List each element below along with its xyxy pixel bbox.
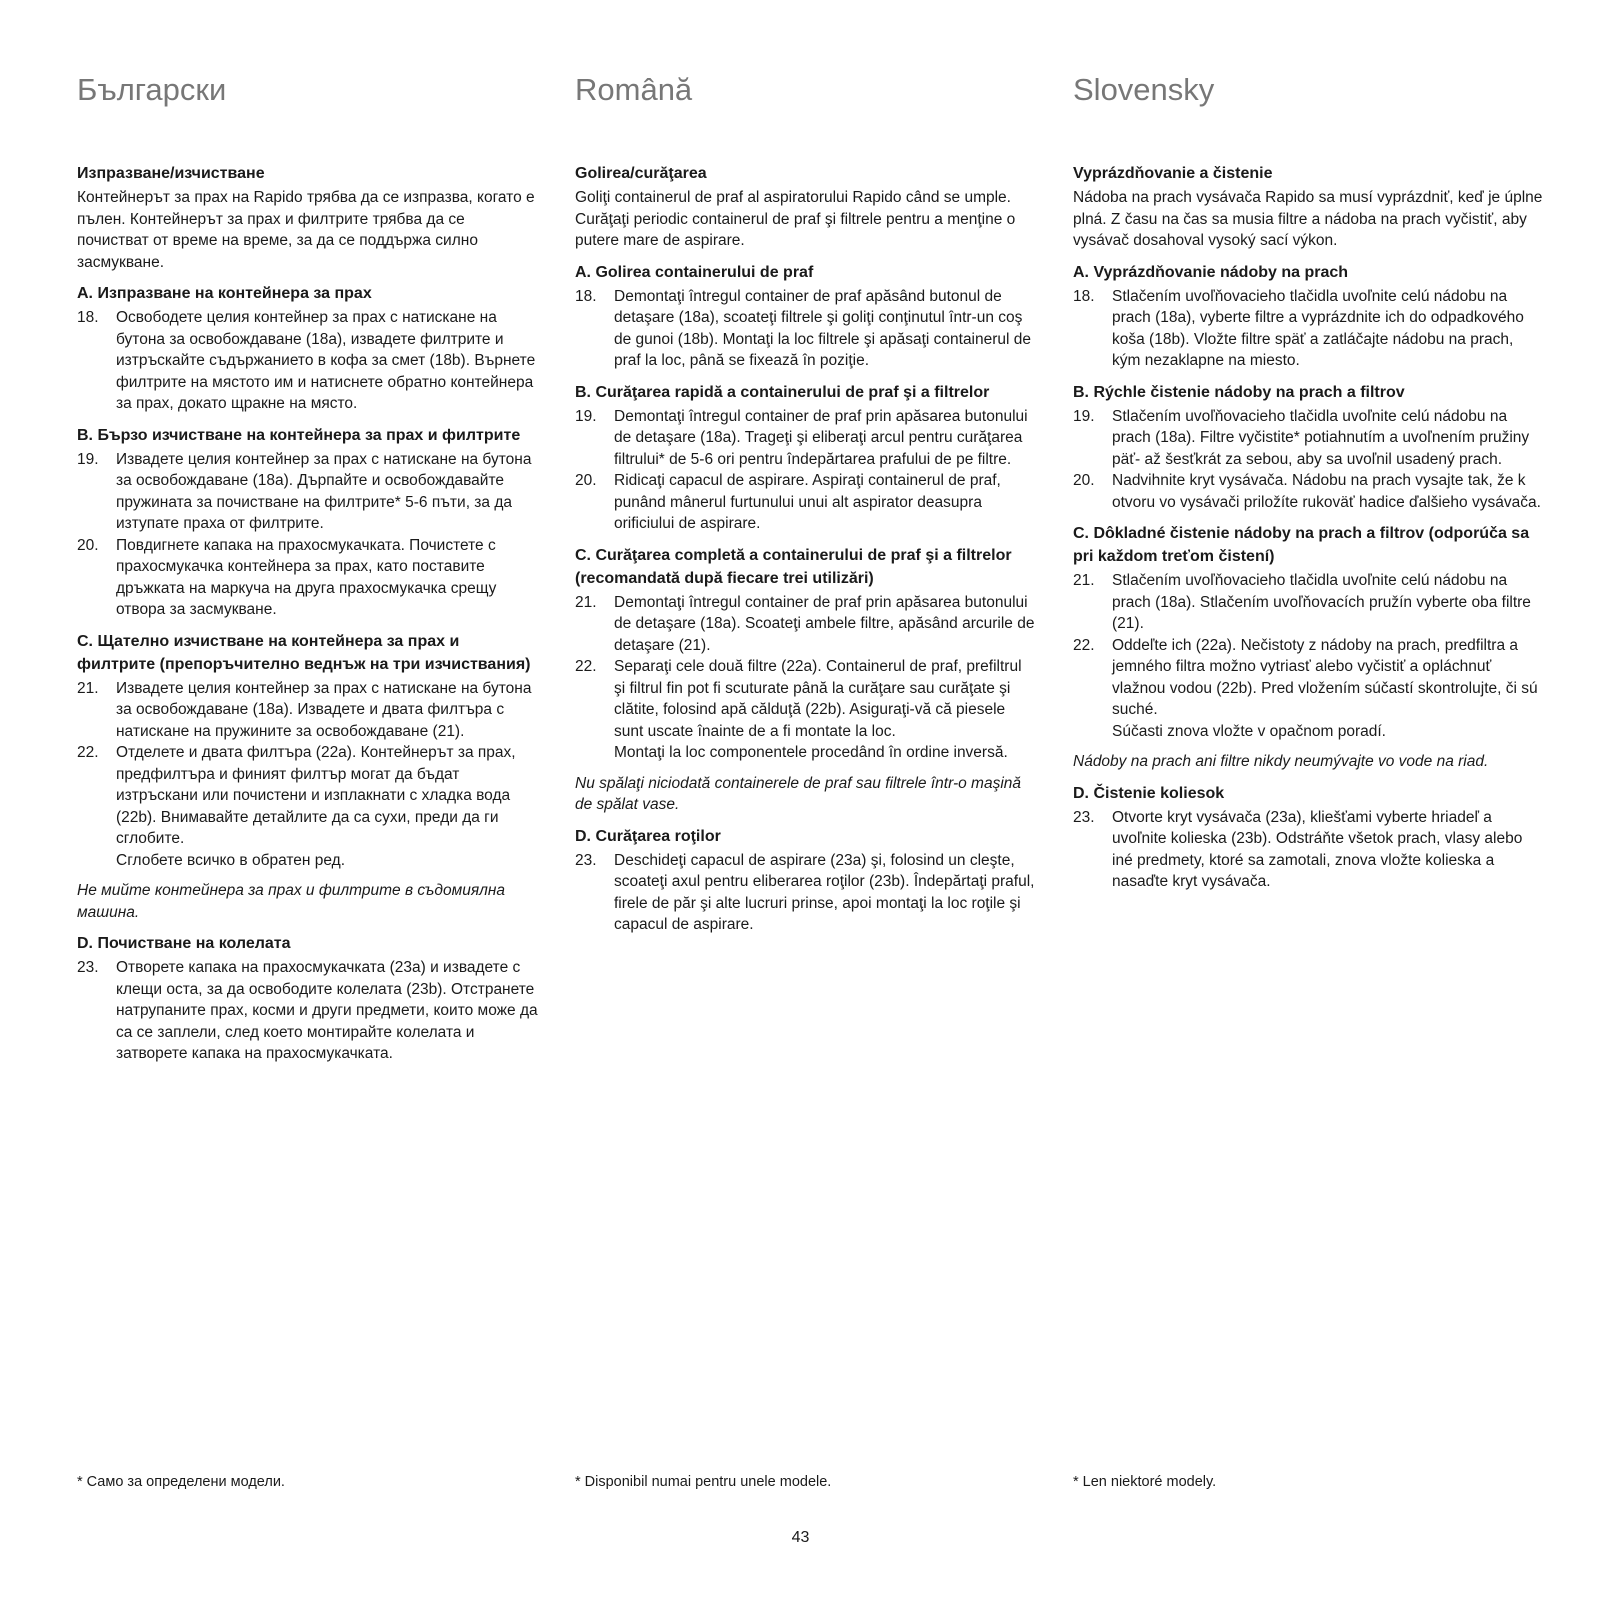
instruction-section (575, 544, 1037, 816)
warning-note: Nu spălaţi niciodată containerele de praf sau filtrele într-o maşină de spălat vase. (575, 774, 1022, 813)
section-heading: Vyprázdňovanie a čistenie (1073, 165, 1273, 182)
step-list (1073, 807, 1543, 893)
step-number: 19. (1073, 407, 1095, 425)
warning-note: Не мийте контейнера за прах и филтрите в съдомиялна машина. (77, 882, 506, 921)
step-number: 22. (77, 744, 99, 761)
step-item (1073, 570, 1543, 635)
step-number: 23. (1073, 808, 1095, 826)
footnote-slovak: * Len niektoré modely. (1073, 1474, 1217, 1490)
footnote-bulgarian: * Само за определени модели. (77, 1474, 285, 1490)
step-text: Извадете целия контейнер за прах с натискане на бутона за освобождаване (18a). Дърпайте и освобождавайте пружината за почистване на филтрите* 5-6 пъти, за да изтупате праха от филтрите. (116, 450, 532, 532)
step-number: 22. (1073, 636, 1095, 654)
step-number: 21. (1073, 572, 1095, 589)
step-number: 21. (77, 679, 99, 697)
step-number: 23. (575, 851, 597, 869)
step-item (575, 592, 1037, 657)
step-text: Deschideţi capacul de aspirare (23a) şi, folosind un cleşte, scoateţi axul pentru eliberarea roţilor (23b). Îndepărtaţi praful, firele de păr şi alte lucruri prinse, apoi montaţi la loc roţile şi capacul de aspirare. (614, 851, 1035, 933)
step-text: Demontaţi întregul container de praf apăsând butonul de detaşare (18a), scoateţi filtrele şi goliţi conţinutul într-un coş de gunoi (18b). Montaţi la loc filtrele şi apăsaţi containerul de praf la loc, până se fixează în poziţie. (614, 287, 1032, 369)
intro-paragraph: Контейнерът за прах на Rapido трябва да се изпразва, когато е пълен. Контейнерът за прах и филтрите трябва да се почистват от време на време, за да се поддържа силно засмукване. (77, 189, 535, 271)
step-number: 22. (575, 658, 597, 675)
step-text: Stlačením uvoľňovacieho tlačidla uvoľnite celú nádobu na prach (18a). Stlačením uvoľňovacích pružín vyberte oba filtre (21). (1112, 572, 1531, 632)
step-item (575, 470, 1037, 535)
step-item (575, 286, 1037, 372)
step-text: Separaţi cele două filtre (22a). Containerul de praf, prefiltrul şi filtrul fin pot fi scuturate până la curăţare sau curăţate şi clătite, folosind apă călduţă (22b). Asiguraţi-vă că piesele sunt uscate înainte de a fi montate la loc. Montaţi la loc componentele procedând în ordine inversă. (614, 658, 1022, 761)
subsection-heading: C. Curăţarea completă a containerului de praf şi a filtrelor (recomandată după fiecare trei utilizări) (575, 546, 1012, 587)
step-item (575, 656, 1037, 764)
step-text: Otvorte kryt vysávača (23a), kliešťami vyberte hriadeľ a uvoľnite kolieska (23b). Odstráňte všetok prach, vlasy alebo iné predmety, ktoré sa zamotali, znova vložte kolieska a nasaďte kryt vysávača. (1112, 808, 1523, 890)
step-text: Demontaţi întregul container de praf prin apăsarea butonului de detaşare (18a). Scoateţi ambele filtre, apăsând arcurile de detaşare (21). (614, 593, 1035, 654)
instruction-section (575, 825, 1037, 936)
instruction-section (1073, 381, 1543, 514)
instruction-section (77, 630, 539, 924)
language-title: Български (77, 72, 227, 107)
step-text: Отворете капака на прахосмукачката (23a) и извадете с клещи оста, за да освободите колелата (23b). Отстранете натрупаните прах, косми и други предмети, които може да са се заплели, след което монтирайте колелата и затворете капака на прахосмукачката. (116, 959, 538, 1062)
step-text: Nadvihnite kryt vysávača. Nádobu na prach vysajte tak, že k otvoru vo vysávači priložíte rukoväť hadice ďalšieho vysávača. (1112, 472, 1541, 511)
step-list (575, 850, 1037, 936)
subsection-heading: D. Čistenie koliesok (1073, 784, 1225, 802)
step-text: Извадете целия контейнер за прах с натискане на бутона за освобождаване (18a). Извадете и двата филтъра с натискане на пружините за освобождаване (21). (116, 679, 532, 740)
step-list (77, 449, 539, 621)
step-list (1073, 286, 1543, 372)
subsection-heading: B. Rýchle čistenie nádoby na prach a filtrov (1073, 383, 1405, 401)
step-list (77, 307, 539, 415)
instruction-section (77, 932, 539, 1065)
step-text: Oddeľte ich (22a). Nečistoty z nádoby na prach, predfiltra a jemného filtra možno vytriasť alebo vyčistiť a opláchnuť vlažnou vodou (22b). Pred vložením súčastí skontrolujte, či sú suché. Súčasti znova vložte v opačnom poradí. (1112, 636, 1538, 740)
subsection-heading: A. Golirea containerului de praf (575, 263, 814, 281)
step-list (575, 406, 1037, 535)
warning-note: Nádoby na prach ani filtre nikdy neumývajte vo vode na riad. (1073, 753, 1489, 770)
step-item (77, 678, 539, 743)
intro-paragraph: Nádoba na prach vysávača Rapido sa musí vyprázdniť, keď je úplne plná. Z času na čas sa musia filtre a nádoba na prach vyčistiť, aby vysávač dosahoval vysoký sací výkon. (1073, 189, 1543, 249)
step-text: Отделете и двата филтъра (22a). Контейнерът за прах, предфилтъра и финият филтър могат да бъдат изтръскани или почистени и изплакнати с хладка вода (22b). Внимавайте детайлите да са сухи, преди да ги сглобите. Сглобете всичко в обратен ред. (116, 744, 516, 869)
step-number: 18. (1073, 287, 1095, 305)
step-number: 19. (77, 450, 99, 468)
step-item (1073, 807, 1543, 893)
step-item (77, 449, 539, 535)
step-item (575, 406, 1037, 471)
step-number: 18. (77, 309, 99, 326)
section-heading: Изпразване/изчистване (77, 165, 265, 182)
step-number: 20. (1073, 472, 1095, 489)
instruction-section (1073, 522, 1543, 773)
step-number: 19. (575, 407, 597, 425)
column-slovak (1073, 68, 1543, 893)
language-title: Slovensky (1073, 72, 1215, 107)
subsection-heading: B. Curăţarea rapidă a containerului de praf şi a filtrelor (575, 383, 990, 401)
subsection-heading: D. Почистване на колелата (77, 935, 291, 952)
step-item (77, 742, 539, 871)
step-item (575, 850, 1037, 936)
step-item (1073, 286, 1543, 372)
subsection-heading: C. Dôkladné čistenie nádoby na prach a filtrov (odporúča sa pri každom treťom čistení) (1073, 525, 1530, 565)
step-item (1073, 635, 1543, 743)
step-number: 21. (575, 593, 597, 611)
instruction-section (1073, 261, 1543, 372)
step-text: Освободете целия контейнер за прах с натискане на бутона за освобождаване (18a), извадете филтрите и изтръскайте съдържанието в кофа за смет (18b). Върнете филтрите на мястото им и натиснете обратно контейнера за прах, докато щракне на място. (116, 309, 536, 412)
step-list (575, 286, 1037, 372)
step-number: 23. (77, 959, 99, 976)
step-list (1073, 570, 1543, 742)
step-list (575, 592, 1037, 764)
language-title: Română (575, 72, 693, 107)
subsection-heading: B. Бързо изчистване на контейнера за прах и филтрите (77, 426, 521, 444)
step-item (1073, 470, 1543, 513)
section-heading: Golirea/curăţarea (575, 165, 707, 182)
column-romanian (575, 68, 1037, 936)
subsection-heading: A. Vyprázdňovanie nádoby na prach (1073, 263, 1349, 281)
column-bulgarian (77, 68, 539, 1065)
step-number: 18. (575, 287, 597, 305)
step-number: 20. (575, 472, 597, 489)
instruction-section (1073, 782, 1543, 893)
step-text: Повдигнете капака на прахосмукачката. Почистете с прахосмукачка контейнера за прах, като поставите дръжката на маркуча на друга прахосмукачка срещу отвора за засмукване. (116, 536, 497, 618)
intro-paragraph: Goliţi containerul de praf al aspiratorului Rapido când se umple. Curăţaţi periodic containerul de praf şi filtrele pentru a menţine o putere mare de aspirare. (575, 189, 1016, 249)
step-list (1073, 406, 1543, 514)
instruction-section (77, 424, 539, 621)
step-text: Stlačením uvoľňovacieho tlačidla uvoľnite celú nádobu na prach (18a), vyberte filtre a vyprázdnite ich do odpadkového koša (18b). Vložte filtre späť a zatláčajte nádobu na prach, kým nezaklapne na miesto. (1112, 287, 1524, 369)
step-item (77, 307, 539, 415)
instruction-section (575, 261, 1037, 372)
subsection-heading: D. Curăţarea roţilor (575, 827, 721, 845)
step-list (77, 957, 539, 1065)
step-number: 20. (77, 536, 99, 554)
footnote-romanian: * Disponibil numai pentru unele modele. (575, 1474, 832, 1490)
step-item (1073, 406, 1543, 471)
step-list (77, 678, 539, 872)
step-item (77, 957, 539, 1065)
instruction-section (575, 381, 1037, 535)
step-text: Ridicaţi capacul de aspirare. Aspiraţi containerul de praf, punând mânerul furtunului unui alt aspirator deasupra orificiului de aspirare. (614, 472, 1001, 532)
step-text: Stlačením uvoľňovacieho tlačidla uvoľnite celú nádobu na prach (18a). Filtre vyčistite* potiahnutím a uvoľnením pružiny päť- až šesťkrát za sebou, aby sa uvoľnil usadený prach. (1112, 407, 1530, 468)
subsection-heading: C. Щателно изчистване на контейнера за прах и филтрите (препоръчително веднъж на три изчиствания) (77, 632, 531, 673)
page-number: 43 (791, 1529, 810, 1546)
subsection-heading: A. Изпразване на контейнера за прах (77, 285, 372, 302)
instruction-section (77, 282, 539, 415)
step-text: Demontaţi întregul container de praf prin apăsarea butonului de detaşare (18a). Trageţi şi eliberaţi arcul pentru curăţarea filtrului* de 5-6 ori pentru îndepărtarea prafului de pe filtre. (614, 407, 1028, 468)
step-item (77, 535, 539, 621)
